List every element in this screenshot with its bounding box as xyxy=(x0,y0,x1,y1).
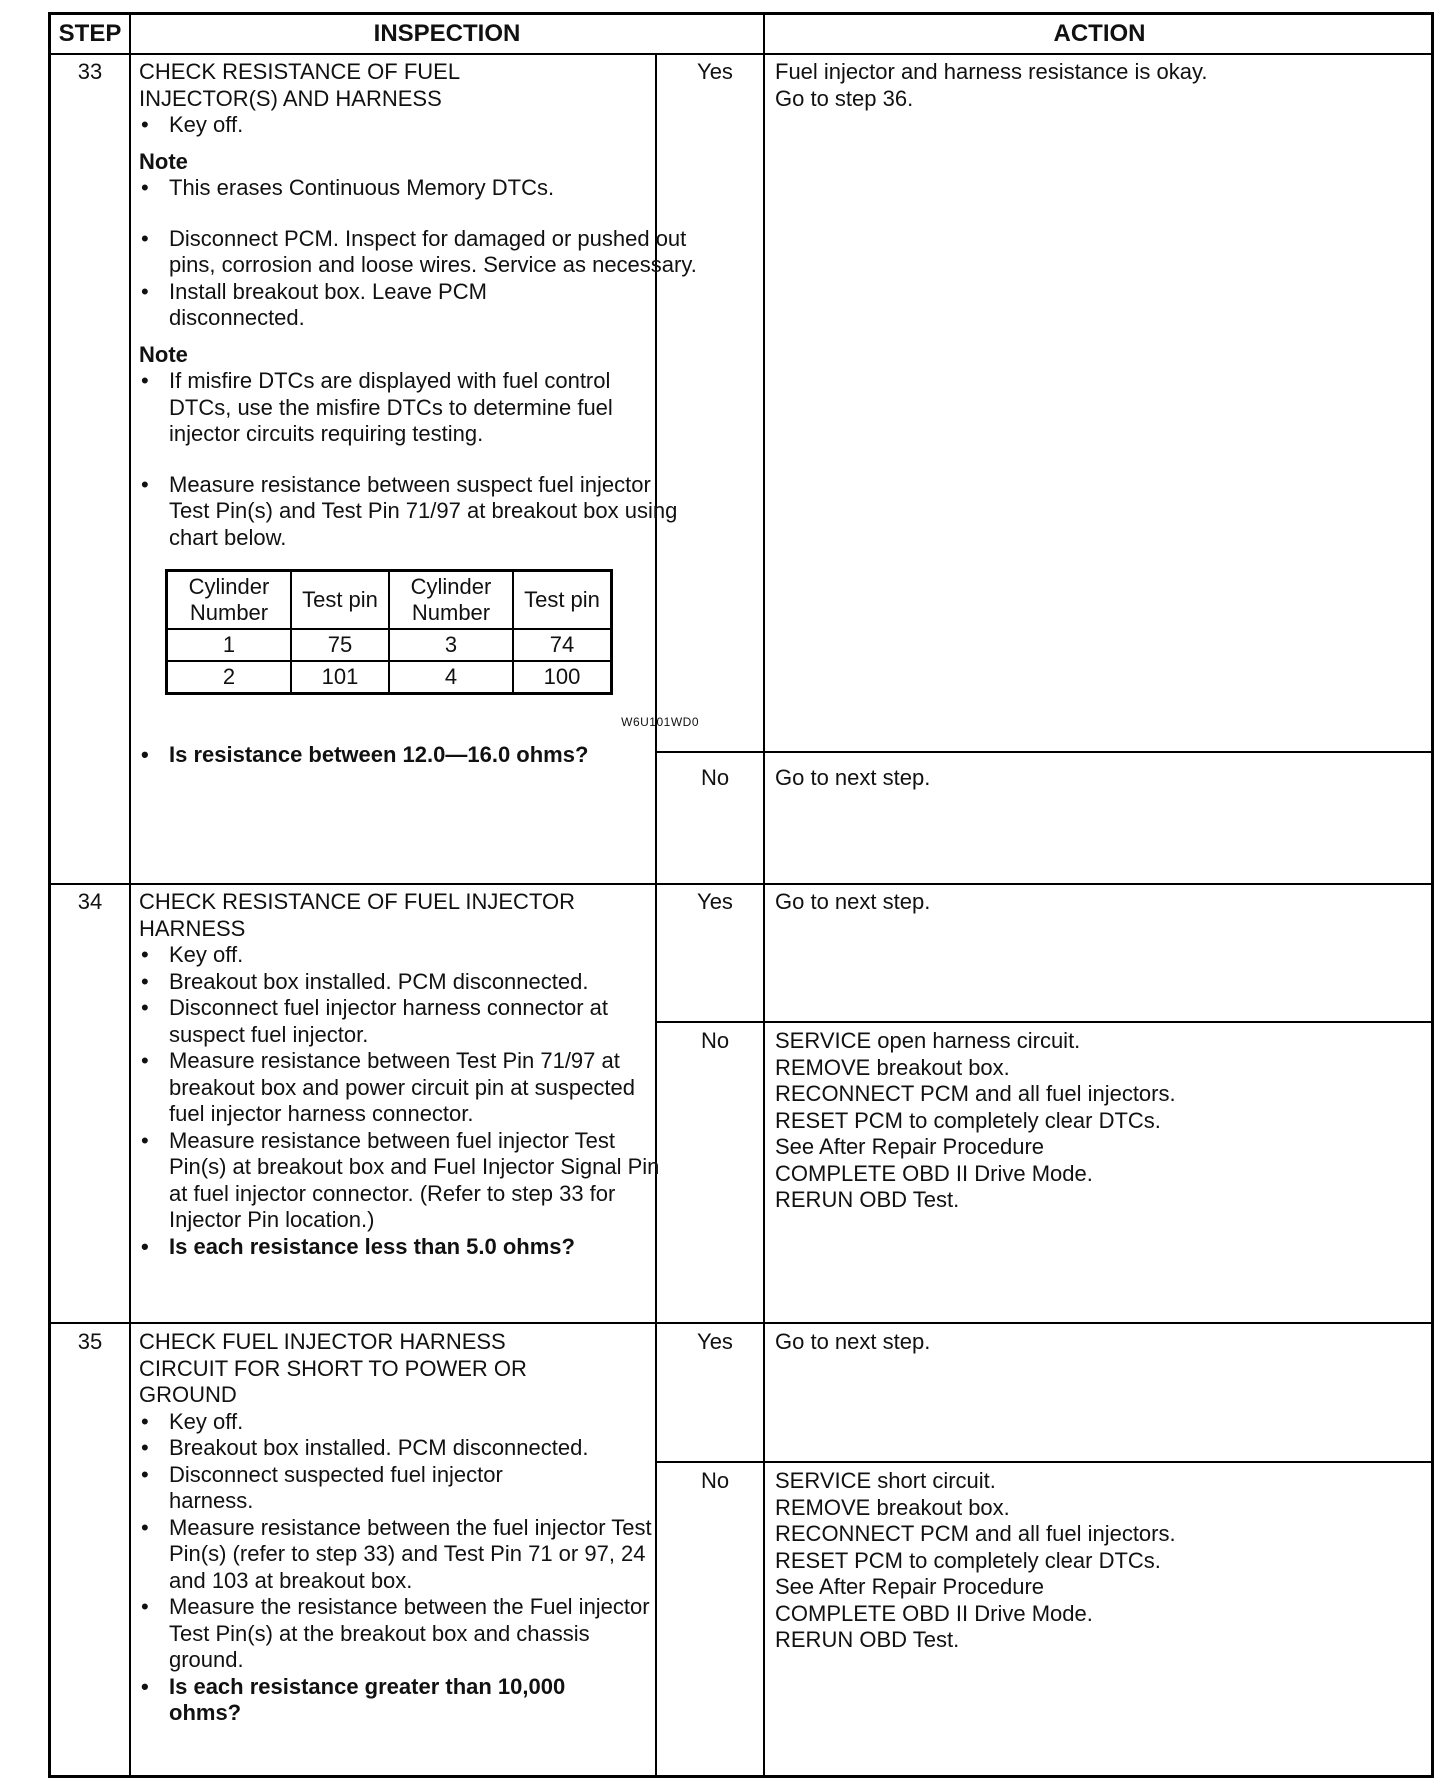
question: • Is each resistance less than 5.0 ohms? xyxy=(139,1234,699,1261)
step-35-inspection xyxy=(139,1329,699,1727)
action-line: SERVICE short circuit. xyxy=(775,1468,996,1493)
question: • Is each resistance greater than 10,000 ohms? xyxy=(139,1674,619,1727)
bullet: • Install breakout box. Leave PCM disconnected. xyxy=(139,279,539,332)
rule-step xyxy=(129,15,131,1775)
no-action xyxy=(775,1468,1415,1654)
figure-code: W6U101WD0 xyxy=(621,715,699,729)
no-label: No xyxy=(700,1028,730,1053)
step-title: CHECK RESISTANCE OF FUEL INJECTOR HARNESS xyxy=(139,889,575,941)
bullet: • This erases Continuous Memory DTCs. xyxy=(139,175,699,202)
bullet: • Disconnect suspected fuel injector harness. xyxy=(139,1462,589,1515)
pin-table-cell: 3 xyxy=(389,629,513,661)
action-line: Go to next step. xyxy=(775,1329,931,1354)
action-line: RESET PCM to completely clear DTCs. xyxy=(775,1107,1161,1133)
bullet: • Measure resistance between fuel injector Test Pin(s) at breakout box and Fuel Injector Signal Pin at fuel injector connector. (Refer to step 33 for Injector Pin location.) xyxy=(139,1128,669,1234)
pin-table-cell: 100 xyxy=(513,661,612,694)
pin-table xyxy=(165,569,613,695)
bullet: • Disconnect fuel injector harness connector at suspect fuel injector. xyxy=(139,995,659,1048)
action-line: SERVICE open harness circuit. xyxy=(775,1028,1081,1053)
step-title: CHECK FUEL INJECTOR HARNESS CIRCUIT FOR SHORT TO POWER OR GROUND xyxy=(139,1329,527,1407)
pin-table-cell: 2 xyxy=(167,661,292,694)
row-rule-34 xyxy=(51,883,1431,885)
pin-table-cell: 1 xyxy=(167,629,292,661)
action-line: RERUN OBD Test. xyxy=(775,1187,960,1212)
note-label: Note xyxy=(139,341,188,367)
note-label: Note xyxy=(139,148,188,174)
step-34-inspection xyxy=(139,889,699,1260)
action-line: Go to step 36. xyxy=(775,85,914,111)
action-line: See After Repair Procedure xyxy=(775,1134,1045,1159)
bullet: • Key off. xyxy=(139,942,699,969)
no-action xyxy=(775,1028,1415,1214)
bullet: • Breakout box installed. PCM disconnected. xyxy=(139,969,699,996)
bullet: • Measure the resistance between the Fuel injector Test Pin(s) at the breakout box and chassis ground. xyxy=(139,1594,669,1674)
pin-table-header xyxy=(167,571,612,630)
pin-table-header-cell: Test pin xyxy=(291,571,389,630)
bullet: • Breakout box installed. PCM disconnected. xyxy=(139,1435,699,1462)
yes-action xyxy=(775,889,1415,916)
yes-label: Yes xyxy=(697,889,733,914)
action-line: Fuel injector and harness resistance is okay. xyxy=(775,59,1208,84)
action-line: RESET PCM to completely clear DTCs. xyxy=(775,1547,1161,1573)
pin-table-cell: 74 xyxy=(513,629,612,661)
step-number: 35 xyxy=(77,1329,103,1354)
bullet: • Measure resistance between the fuel injector Test Pin(s) (refer to step 33) and Test Pin 71 or 97, 24 and 103 at breakout box. xyxy=(139,1515,659,1595)
header-inspection: INSPECTION xyxy=(373,20,521,47)
pin-table-cell: 75 xyxy=(291,629,389,661)
inspection-table xyxy=(48,12,1434,1778)
row-rule-35 xyxy=(51,1322,1431,1324)
no-action xyxy=(775,765,1415,792)
bullet: • Measure resistance between Test Pin 71/97 at breakout box and power circuit pin at suspected fuel injector harness connector. xyxy=(139,1048,669,1128)
yes-label: Yes xyxy=(697,59,733,84)
step-number: 34 xyxy=(77,889,103,914)
action-line: Go to next step. xyxy=(775,765,931,790)
action-line: See After Repair Procedure xyxy=(775,1574,1045,1599)
bullet: • Key off. xyxy=(139,1409,699,1436)
action-line: REMOVE breakout box. xyxy=(775,1494,1010,1520)
step-number: 33 xyxy=(77,59,103,84)
action-line: RECONNECT PCM and all fuel injectors. xyxy=(775,1521,1176,1546)
header-step: STEP xyxy=(58,20,122,47)
pin-table-row xyxy=(167,661,612,694)
header-action: ACTION xyxy=(1053,20,1146,47)
action-line: COMPLETE OBD II Drive Mode. xyxy=(775,1160,1093,1186)
yes-action xyxy=(775,59,1415,112)
pin-table-cell: 4 xyxy=(389,661,513,694)
yes-action xyxy=(775,1329,1415,1356)
yesno-rule-35 xyxy=(655,1461,1431,1463)
pin-table-header-cell: Cylinder Number xyxy=(167,571,292,630)
step-title: CHECK RESISTANCE OF FUEL INJECTOR(S) AND HARNESS xyxy=(139,59,460,111)
yesno-rule-33 xyxy=(655,751,1431,753)
action-line: REMOVE breakout box. xyxy=(775,1054,1010,1080)
pin-table-cell: 101 xyxy=(291,661,389,694)
header-rule xyxy=(51,53,1431,55)
no-label: No xyxy=(700,765,730,790)
no-label: No xyxy=(700,1468,730,1493)
yes-label: Yes xyxy=(697,1329,733,1354)
bullet: • Measure resistance between suspect fuel injector Test Pin(s) and Test Pin 71/97 at breakout box using chart below. xyxy=(139,472,679,552)
action-line: RERUN OBD Test. xyxy=(775,1627,960,1652)
pin-table-header-cell: Cylinder Number xyxy=(389,571,513,630)
pin-table-row xyxy=(167,629,612,661)
bullet: • Key off. xyxy=(139,112,699,139)
action-line: RECONNECT PCM and all fuel injectors. xyxy=(775,1081,1176,1106)
action-line: COMPLETE OBD II Drive Mode. xyxy=(775,1600,1093,1626)
yesno-rule-34 xyxy=(655,1021,1431,1023)
pin-table-header-cell: Test pin xyxy=(513,571,612,630)
step-33-inspection xyxy=(139,59,699,768)
bullet: • If misfire DTCs are displayed with fuel control DTCs, use the misfire DTCs to determine fuel injector circuits requiring testing. xyxy=(139,368,629,448)
action-line: Go to next step. xyxy=(775,889,931,914)
question: • Is resistance between 12.0—16.0 ohms? xyxy=(139,742,699,769)
bullet: • Disconnect PCM. Inspect for damaged or pushed out pins, corrosion and loose wires. Service as necessary. xyxy=(139,226,699,279)
